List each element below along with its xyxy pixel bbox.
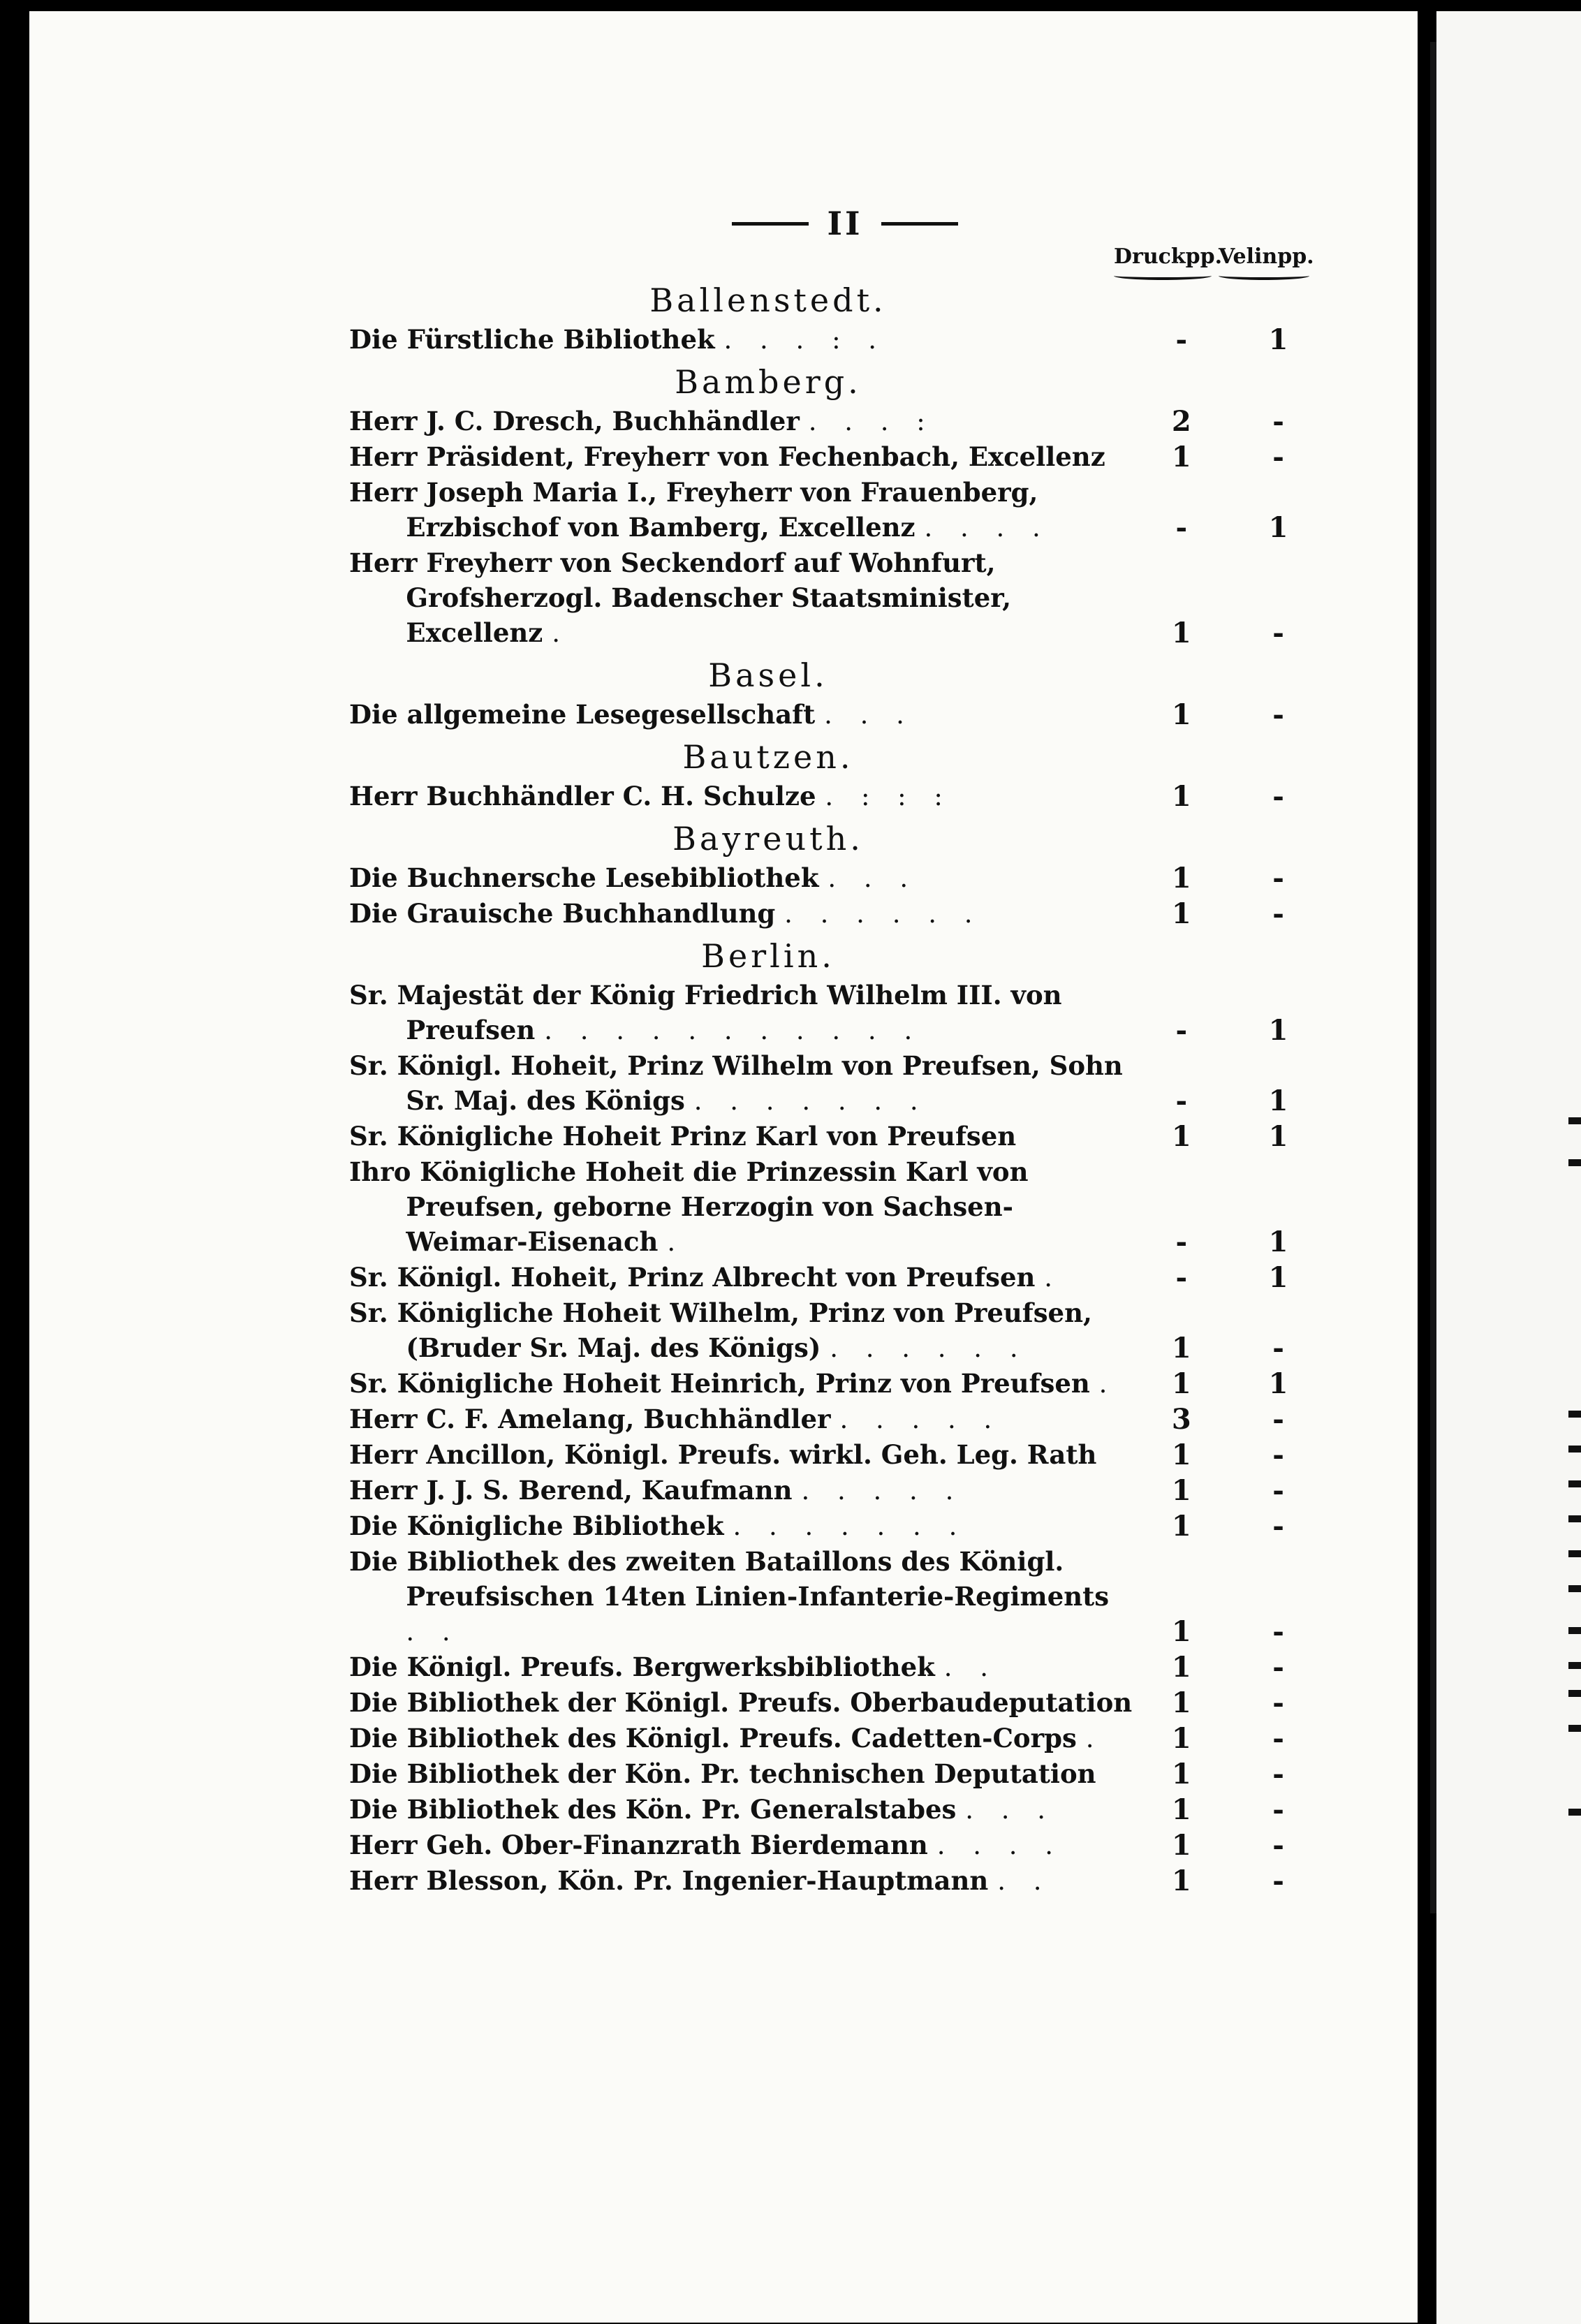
subscriber-name-cell [349,1437,1133,1473]
subscriber-name-cell [349,1154,1133,1260]
druck-count: 1 [1171,1722,1191,1755]
subscriber-name-cell [349,475,1133,545]
subscriber-entry [349,1048,1327,1119]
subscriber-name-cell [349,1402,1133,1437]
velin-count: 1 [1268,1014,1288,1047]
header-rule-left [732,222,809,226]
velin-count: 1 [1268,1367,1288,1400]
velin-count: - [1272,897,1284,930]
druck-count: - [1175,1226,1188,1258]
header-rule-right [881,222,958,226]
subscriber-entry [349,1295,1327,1366]
subscriber-name-cell [349,1295,1133,1366]
subscriber-name: Sr. Majestät der König Friedrich Wilhelm III. von Preufsen [349,980,1062,1045]
druck-count: 1 [1171,897,1191,930]
subscriber-entry [349,1792,1327,1827]
subscriber-entry [349,1721,1327,1756]
leader-dots: . [1085,1723,1104,1753]
subscriber-name: Die Bibliothek der Königl. Preufs. Oberbaudeputation [349,1687,1133,1718]
druck-count: - [1175,1014,1188,1047]
subscriber-entry [349,1827,1327,1863]
subscriber-name: Die Bibliothek der Kön. Pr. technischen Deputation [349,1758,1096,1789]
place-heading: Bautzen. [682,738,854,776]
druck-count: 1 [1171,1865,1191,1897]
leader-dots: . . [943,1652,998,1682]
subscriber-name-cell [349,779,1133,814]
column-header-velin-label: Velinpp. [1219,244,1314,269]
druck-count: 1 [1171,441,1191,473]
subscriber-entry [349,1260,1327,1295]
druck-count: 1 [1171,1793,1191,1826]
velin-count: - [1272,1403,1284,1436]
subscriber-entry [349,404,1327,439]
subscriber-name: Sr. Königliche Hoheit Heinrich, Prinz von Preufsen [349,1368,1090,1399]
druck-count: 1 [1171,698,1191,731]
subscriber-name: Sr. Königliche Hoheit Prinz Karl von Preufsen [349,1121,1017,1152]
druck-count: 1 [1171,1510,1191,1543]
velin-count: 1 [1268,1261,1288,1294]
leader-dots: . . . [965,1795,1056,1825]
leader-dots: . . [406,1617,460,1647]
druck-count: 1 [1171,1474,1191,1507]
page-header [698,203,992,244]
velin-count: - [1272,405,1284,438]
subscriber-name-cell [349,860,1133,896]
subscriber-entry [349,1119,1327,1154]
subscriber-name: Ihro Königliche Hoheit die Prinzessin Karl von Preufsen, geborne Herzogin von Sachsen-Weimar-Eisenach [349,1156,1029,1257]
place-heading: Ballenstedt. [649,281,887,319]
place-heading: Basel. [708,656,828,694]
place-heading: Bamberg. [675,363,862,401]
subscriber-name-cell [349,1473,1133,1508]
place-heading: Berlin. [701,937,835,975]
velin-count: 1 [1268,1226,1288,1258]
velin-count: - [1272,441,1284,473]
velin-count: - [1272,1439,1284,1471]
subscriber-entry [349,1685,1327,1721]
druck-count: 1 [1171,1829,1191,1862]
leader-dots: . . . . . . . [733,1511,967,1541]
subscriber-name-cell [349,978,1133,1048]
leader-dots: . . . . . [839,1404,1002,1434]
subscriber-name: Herr J. J. S. Berend, Kaufmann [349,1475,793,1506]
velin-count: - [1272,1474,1284,1507]
druck-count: 1 [1171,1758,1191,1790]
velin-count: - [1272,1615,1284,1648]
velin-count: - [1272,1510,1284,1543]
facing-page-mark [1568,1725,1581,1732]
subscriber-name-cell [349,1508,1133,1544]
subscriber-name-cell [349,404,1133,439]
subscriber-entry [349,697,1327,733]
velin-count: - [1272,1793,1284,1826]
subscriber-entry [349,475,1327,545]
subscriber-name-cell [349,1366,1133,1402]
subscriber-name-cell [349,1544,1133,1649]
facing-page-mark [1568,1585,1581,1592]
leader-dots: . . . . . . . [693,1086,928,1116]
leader-dots: . [667,1227,686,1257]
subscriber-name-cell [349,1119,1133,1154]
velin-count: 1 [1268,511,1288,544]
subscriber-entry [349,439,1327,475]
folio-number: II [827,205,863,242]
druck-count: 1 [1171,1651,1191,1684]
subscriber-name: Die Grauische Buchhandlung [349,898,776,929]
subscriber-name: Die Königl. Preufs. Bergwerksbibliothek [349,1652,935,1682]
subscriber-name-cell [349,322,1133,358]
subscriber-list [349,276,1327,1899]
velin-count: 1 [1268,1120,1288,1153]
druck-count: - [1175,511,1188,544]
subscriber-name: Die Bibliothek des zweiten Bataillons des Königl. Preufsischen 14ten Linien-Infanterie-Regiments [349,1546,1110,1612]
velin-count: - [1272,1722,1284,1755]
subscriber-name: Die Buchnersche Lesebibliothek [349,862,819,893]
druck-count: 1 [1171,862,1191,895]
druck-count: 1 [1171,1120,1191,1153]
subscriber-name: Herr Präsident, Freyherr von Fechenbach, Excellenz [349,441,1105,472]
subscriber-entry [349,1649,1327,1685]
subscriber-entry [349,1508,1327,1544]
subscriber-name: Herr Geh. Ober-Finanzrath Bierdemann [349,1830,928,1860]
leader-dots: . . . : . [723,325,887,355]
subscriber-name: Die Bibliothek des Königl. Preufs. Cadetten-Corps [349,1723,1077,1753]
druck-count: 3 [1171,1403,1191,1436]
subscriber-name-cell [349,1685,1133,1721]
facing-page-mark [1568,1550,1581,1557]
subscriber-entry [349,1402,1327,1437]
column-header-druck-label: Druckpp. [1114,244,1223,269]
subscriber-name: Herr Ancillon, Königl. Preufs. wirkl. Geh. Leg. Rath [349,1439,1097,1470]
subscriber-entry [349,779,1327,814]
druck-count: 1 [1171,1439,1191,1471]
subscriber-name-cell [349,1827,1133,1863]
velin-count: - [1272,1758,1284,1790]
leader-dots: . . . . . . [830,1333,1028,1363]
velin-count: 1 [1268,1084,1288,1117]
druck-count: 1 [1171,1367,1191,1400]
subscriber-entry [349,896,1327,932]
velin-count: - [1272,617,1284,649]
subscriber-name-cell [349,1863,1133,1899]
velin-count: - [1272,1332,1284,1365]
subscriber-name-cell [349,545,1133,651]
leader-dots: . . . . . [801,1476,964,1506]
facing-page-sliver [1436,11,1581,2324]
druck-count: - [1175,323,1188,356]
subscriber-name: Herr Joseph Maria I., Freyherr von Frauenberg, Erzbischof von Bamberg, Excellenz [349,477,1038,543]
leader-dots: . [552,618,570,648]
subscriber-name: Sr. Königliche Hoheit Wilhelm, Prinz von Preufsen, (Bruder Sr. Maj. des Königs) [349,1297,1092,1363]
subscriber-entry [349,1756,1327,1792]
facing-page-mark [1568,1809,1581,1816]
subscriber-name-cell [349,1721,1133,1756]
leader-dots: . . . . [924,513,1050,543]
place-heading: Bayreuth. [672,820,864,858]
facing-page-mark [1568,1627,1581,1634]
subscriber-name: Herr Freyherr von Seckendorf auf Wohnfurt, Grofsherzogl. Badenscher Staatsminister, Excellenz [349,547,1011,648]
leader-dots: . [1098,1369,1117,1399]
page-binding-edge [1430,42,1436,1913]
subscriber-name-cell [349,1649,1133,1685]
subscriber-name: Sr. Königl. Hoheit, Prinz Wilhelm von Preufsen, Sohn Sr. Maj. des Königs [349,1050,1123,1116]
facing-page-mark [1568,1117,1581,1124]
subscriber-name-cell [349,1260,1133,1295]
facing-page-mark [1568,1159,1581,1166]
subscriber-name: Herr C. F. Amelang, Buchhändler [349,1404,831,1434]
leader-dots: . . . . . . . . . . . [544,1015,922,1045]
velin-count: 1 [1268,323,1288,356]
facing-page-mark [1568,1446,1581,1452]
subscriber-name: Herr J. C. Dresch, Buchhändler [349,406,800,436]
leader-dots: . [1044,1263,1063,1293]
velin-count: - [1272,1829,1284,1862]
subscriber-entry [349,1366,1327,1402]
velin-count: - [1272,1651,1284,1684]
leader-dots: . . . [824,700,914,730]
subscriber-name-cell [349,1756,1133,1792]
leader-dots: . . . [828,863,918,893]
druck-count: 1 [1171,1686,1191,1719]
druck-count: 2 [1171,405,1191,438]
velin-count: - [1272,1686,1284,1719]
subscriber-name: Herr Buchhändler C. H. Schulze [349,781,816,811]
subscriber-name: Sr. Königl. Hoheit, Prinz Albrecht von Preufsen [349,1262,1036,1293]
subscriber-entry [349,322,1327,358]
druck-count: 1 [1171,1615,1191,1648]
druck-count: 1 [1171,617,1191,649]
leader-dots: . . . : [808,406,935,436]
velin-count: - [1272,780,1284,813]
subscriber-name: Herr Blesson, Kön. Pr. Ingenier-Hauptmann [349,1865,989,1896]
druck-count: 1 [1171,1332,1191,1365]
facing-page-mark [1568,1690,1581,1697]
druck-count: 1 [1171,780,1191,813]
velin-count: - [1272,862,1284,895]
subscriber-name-cell [349,1048,1133,1119]
leader-dots: . . . . [936,1830,1064,1860]
subscriber-name-cell [349,439,1133,475]
subscriber-name-cell [349,697,1133,733]
subscriber-name-cell [349,896,1133,932]
subscriber-name-cell [349,1792,1133,1827]
subscriber-name: Die Königliche Bibliothek [349,1510,724,1541]
leader-dots: . . [997,1866,1052,1896]
velin-count: - [1272,1865,1284,1897]
subscriber-name: Die Bibliothek des Kön. Pr. Generalstabes [349,1794,957,1825]
leader-dots: . . . . . . [784,899,983,929]
druck-count: - [1175,1084,1188,1117]
druck-count: - [1175,1261,1188,1294]
facing-page-mark [1568,1515,1581,1522]
subscriber-entry [349,1154,1327,1260]
facing-page-mark [1568,1662,1581,1669]
leader-dots: . : : : [825,781,953,811]
facing-page-mark [1568,1411,1581,1418]
subscriber-name: Die Fürstliche Bibliothek [349,324,715,355]
subscriber-name: Die allgemeine Lesegesellschaft [349,699,816,730]
subscriber-entry [349,1437,1327,1473]
velin-count: - [1272,698,1284,731]
subscriber-entry [349,545,1327,651]
subscriber-entry [349,978,1327,1048]
subscriber-entry [349,1473,1327,1508]
subscriber-entry [349,1544,1327,1649]
facing-page-mark [1568,1480,1581,1487]
subscriber-entry [349,860,1327,896]
subscriber-entry [349,1863,1327,1899]
